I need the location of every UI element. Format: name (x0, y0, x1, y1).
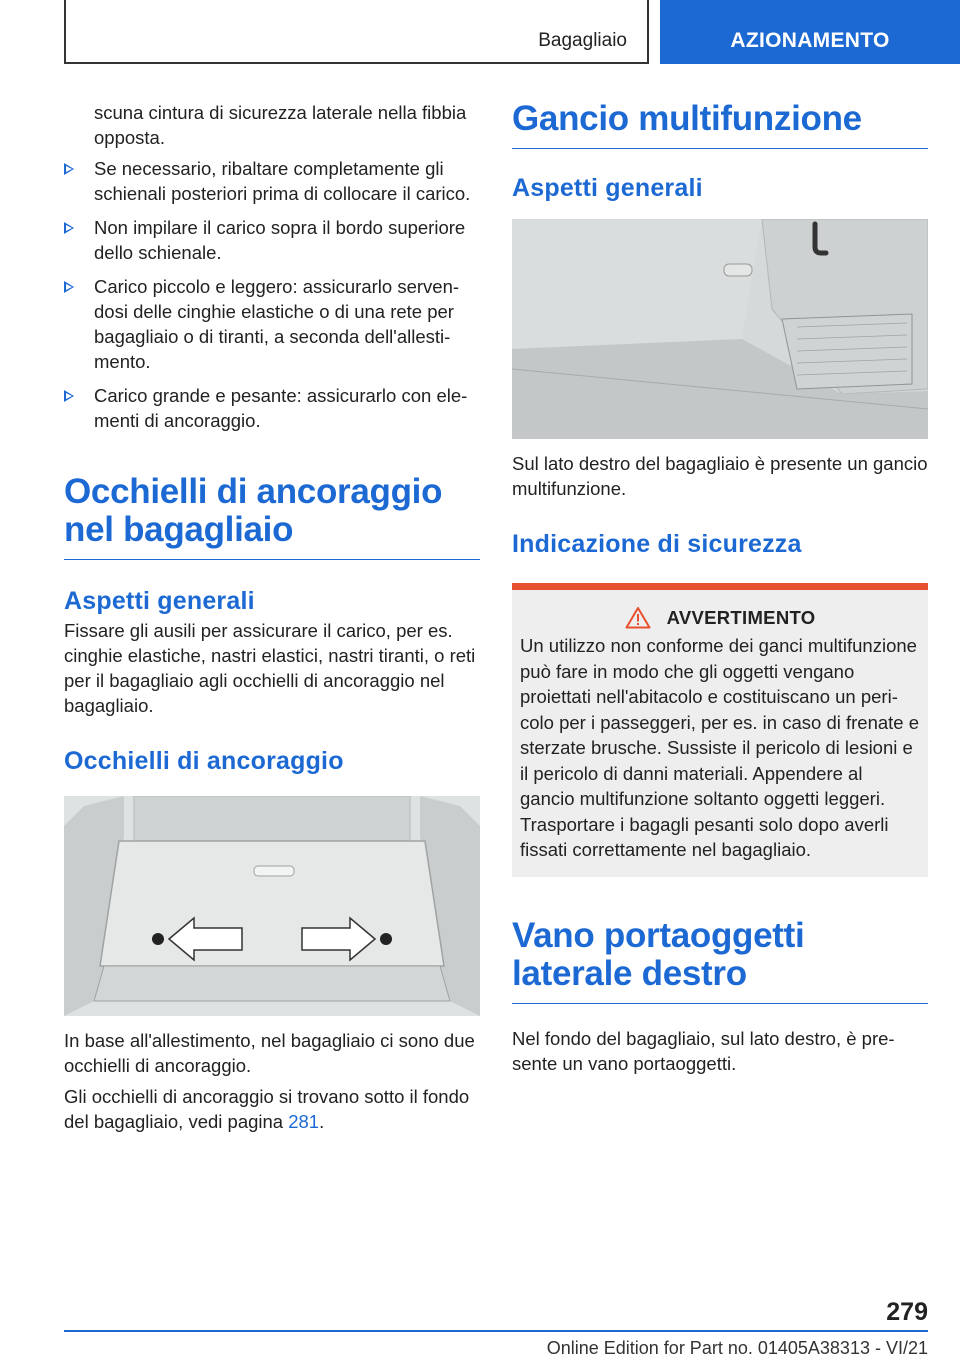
hook-text: Sul lato destro del bagagliaio è presente un gancio multifunzione. (512, 453, 928, 499)
header-section-box (64, 0, 649, 64)
anchor-eyes-text-2: Gli occhielli di ancoraggio si trovano sotto il fondo del bagagliaio, vedi pagina 281. (64, 1086, 470, 1132)
warning-triangle-icon (625, 606, 651, 629)
header-section-title: Bagagliaio (538, 30, 627, 51)
bullet-list (64, 156, 480, 433)
footer-divider (64, 1330, 928, 1332)
header-chapter-tab: AZIONAMENTO (660, 0, 960, 64)
list-item: Se necessario, ribaltare completamente gli schienali posteriori prima di collocare il carico. (64, 156, 480, 206)
page-link[interactable]: 281 (288, 1111, 320, 1132)
right-column (512, 100, 928, 1076)
section-heading-compartment: Vano portaoggetti laterale destro (512, 917, 928, 1004)
triangle-bullet-icon (64, 163, 74, 175)
list-item: Non impilare il carico sopra il bordo superiore dello schienale. (64, 215, 480, 265)
subheading-anchor-eyes: Occhielli di ancoraggio (64, 747, 344, 775)
triangle-bullet-icon (64, 222, 74, 234)
compartment-text: Nel fondo del bagagliaio, sul lato destro, è presente un vano portaoggetti. (512, 1027, 895, 1074)
page-number: 279 (886, 1298, 928, 1326)
continued-text: scuna cintura di sicurezza laterale nella fibbia opposta. (94, 102, 467, 148)
footer-edition: Online Edition for Part no. 01405A38313 - VI/21 (546, 1338, 928, 1358)
left-column (64, 100, 480, 1134)
warning-box (512, 583, 928, 877)
subheading-safety: Indicazione di sicurezza (512, 530, 802, 558)
general-text: Fissare gli ausili per assicurare il carico, per es. cinghie elastiche, nastri elastici, nastri tiranti, o reti per il bagagliaio agli occhielli di ancoraggio nel bagagliaio. (64, 620, 476, 716)
anchor-eyes-text-1: In base all'allestimento, nel bagagliaio ci sono due occhielli di ancoraggio. (64, 1030, 475, 1076)
warning-header (520, 606, 920, 629)
triangle-bullet-icon (64, 281, 74, 293)
section-heading-hook: Gancio multifunzione (512, 100, 928, 149)
multifunction-hook-figure (512, 219, 928, 439)
triangle-bullet-icon (64, 390, 74, 402)
subheading-general: Aspetti generali (512, 174, 703, 202)
trunk-floor-illustration (64, 796, 480, 1016)
subheading-general: Aspetti generali (64, 587, 255, 615)
warning-title: AVVERTIMENTO (666, 606, 816, 628)
list-item: Carico grande e pesante: assicurarlo con elementi di ancoraggio. (64, 383, 480, 433)
section-heading-anchor-eyes: Occhielli di ancoraggio nel bagagliaio (64, 473, 480, 560)
trunk-anchor-figure (64, 796, 480, 1016)
warning-text: Un utilizzo non conforme dei ganci multifunzione può fare in modo che gli oggetti vengano proiettati nell'abitacolo e costituiscano un pericolo per i passeggeri, per es. in caso di frenate e sterzate brusche. Sussiste il pericolo di lesioni e il pericolo di danni materiali. Appendere al gancio multifunzione soltanto oggetti leggeri. Trasportare i bagagli pesanti solo dopo averli fissati correttamente nel bagagliaio. (520, 635, 920, 860)
hook-illustration (512, 219, 928, 439)
list-item: Carico piccolo e leggero: assicurarlo servendosi delle cinghie elastiche o di una rete per bagagliaio o di tiranti, a seconda dell'allestimento. (64, 274, 480, 374)
